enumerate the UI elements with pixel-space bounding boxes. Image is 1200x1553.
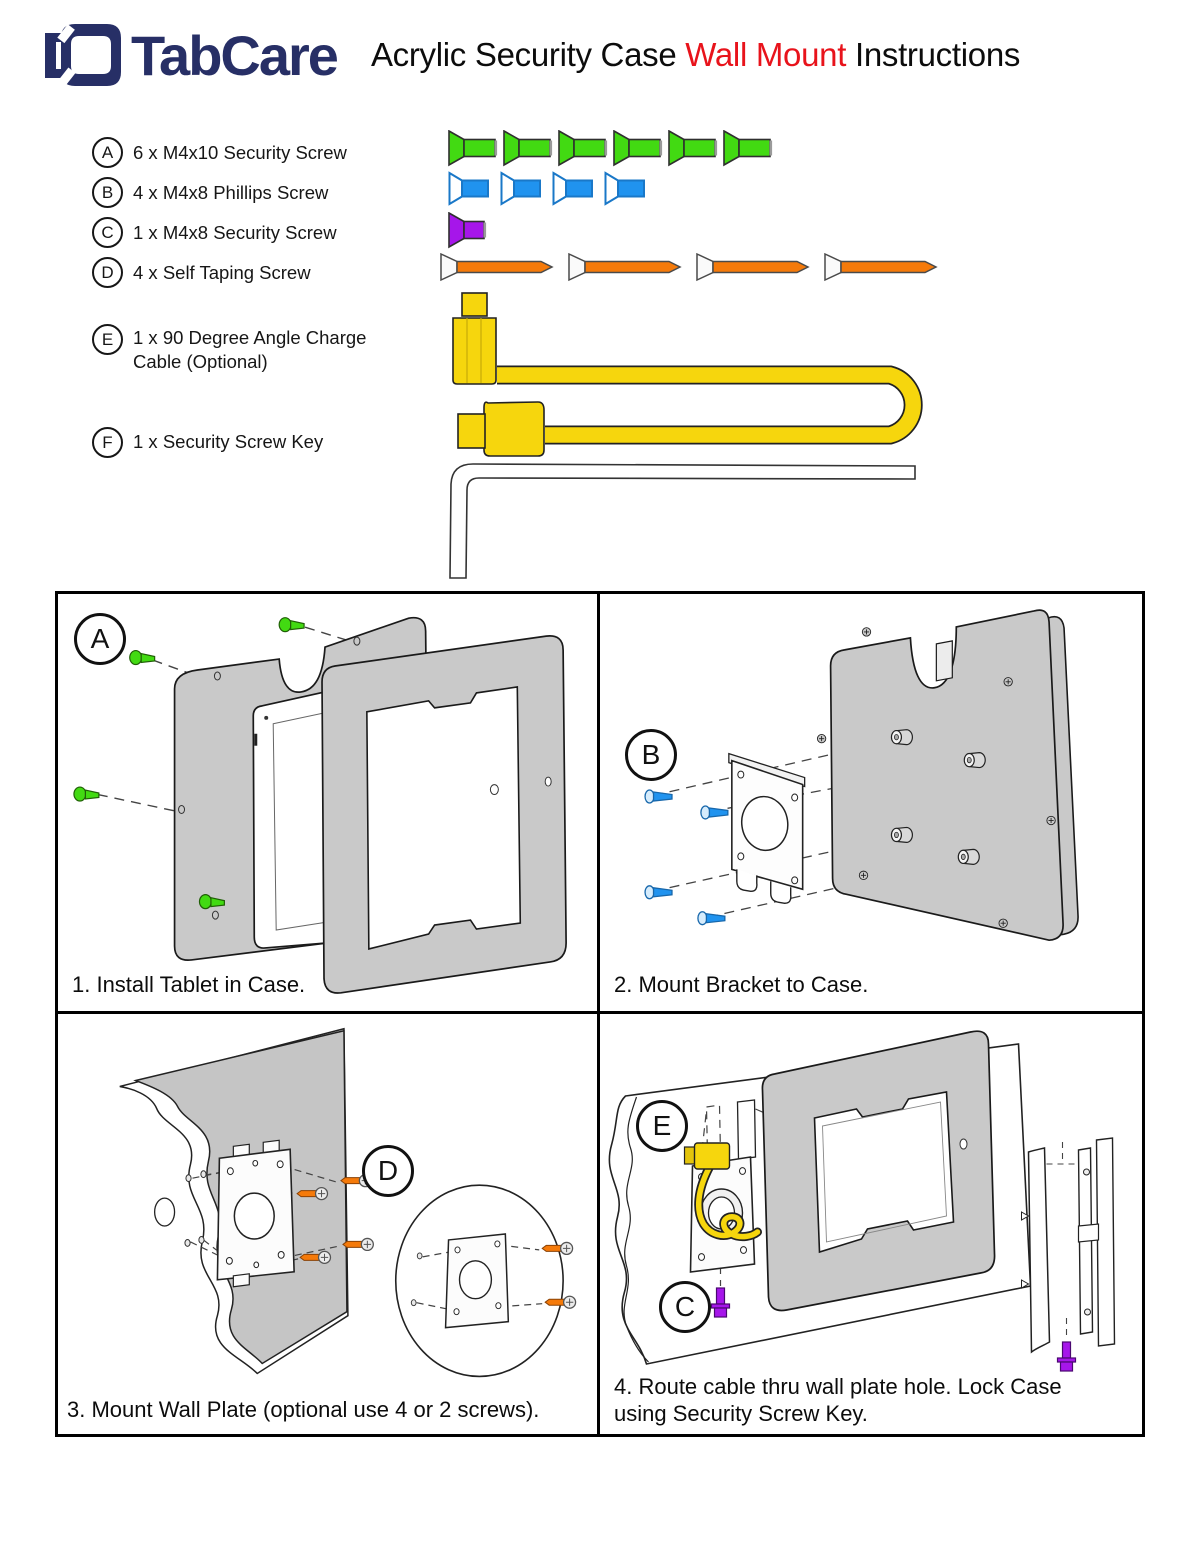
part-badge-f: F: [92, 427, 123, 458]
part-badge-c: C: [92, 217, 123, 248]
instruction-steps-grid: [55, 591, 1145, 1437]
step1-badge: A: [74, 613, 126, 665]
step-panel-1: [58, 594, 600, 1014]
plate-cable-hole: [234, 1193, 274, 1239]
security-screw-icons-a: [448, 130, 783, 168]
side-view: [1022, 1138, 1115, 1371]
step4-badge-c: C: [659, 1281, 711, 1333]
phillips-screw-icons-b: [448, 171, 663, 209]
step1-caption: 1. Install Tablet in Case.: [72, 972, 306, 998]
part-label-f: 1 x Security Screw Key: [133, 431, 324, 452]
tabcare-logo-icon: [45, 22, 125, 88]
allen-key-icon: [447, 462, 927, 586]
step-panel-3: [58, 1014, 600, 1434]
header: [45, 22, 1020, 88]
part-badge-a: A: [92, 137, 123, 168]
step2-illustration: [600, 594, 1142, 1011]
part-label-b: 4 x M4x8 Phillips Screw: [133, 182, 329, 203]
part-label-e: 1 x 90 Degree Angle Charge Cable (Optional): [133, 327, 367, 372]
step3-badge: D: [362, 1145, 414, 1197]
page-title: Acrylic Security Case Wall Mount Instructions: [370, 36, 1021, 73]
part-label-d: 4 x Self Taping Screw: [133, 262, 311, 283]
step2-caption: 2. Mount Bracket to Case.: [614, 972, 869, 998]
step4-caption: 4. Route cable thru wall plate hole. Lock Case using Security Screw Key.: [614, 1373, 1062, 1427]
self-tapping-screw-icons-d: [440, 253, 955, 283]
charge-cable-icon: [450, 288, 940, 460]
step1-illustration: [58, 594, 597, 1011]
brand-name: TabCare: [131, 23, 337, 87]
brand-logo: [45, 22, 337, 88]
part-label-a: 6 x M4x10 Security Screw: [133, 142, 347, 163]
step4-illustration: [600, 1014, 1142, 1434]
part-badge-b: B: [92, 177, 123, 208]
step3-caption: 3. Mount Wall Plate (optional use 4 or 2 screws).: [67, 1397, 540, 1423]
blue-phillips-screws: [645, 790, 728, 925]
part-badge-e: E: [92, 324, 123, 355]
part-label-c: 1 x M4x8 Security Screw: [133, 222, 337, 243]
step2-badge: B: [625, 729, 677, 781]
step-panel-2: [600, 594, 1142, 1014]
wall-cable-hole: [155, 1198, 175, 1226]
security-screw-icon-c: [448, 212, 508, 250]
step-panel-4: [600, 1014, 1142, 1434]
frame-window: [367, 687, 520, 949]
step3-illustration: [58, 1014, 597, 1434]
title-highlight: Wall Mount: [685, 36, 847, 73]
part-badge-d: D: [92, 257, 123, 288]
step4-badge-e: E: [636, 1100, 688, 1152]
